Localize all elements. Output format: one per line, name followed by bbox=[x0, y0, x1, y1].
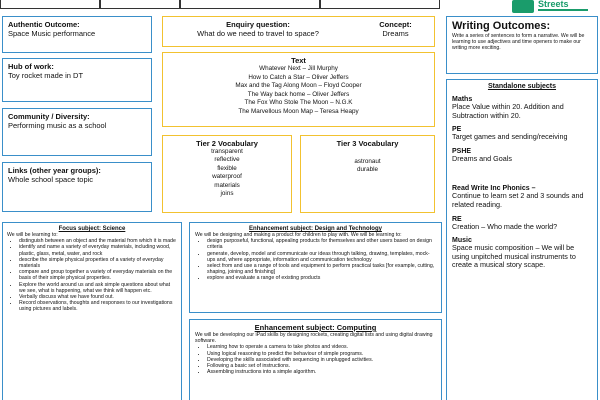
links-value: Whole school space topic bbox=[8, 175, 94, 184]
texts-box bbox=[162, 52, 435, 127]
subject-name: Music bbox=[452, 237, 472, 245]
subject-name: Maths bbox=[452, 96, 473, 103]
subject-phonics bbox=[452, 185, 592, 209]
dt-item: • generate, develop, model and communicate our ideas through talking, drawing, templates, mock-ups and, where appropriate, information and communication technology bbox=[207, 251, 436, 263]
subject-name: Read Write Inc Phonics – bbox=[452, 185, 536, 193]
concept-value: Dreams bbox=[382, 29, 409, 38]
authentic-outcome-value: Space Music performance bbox=[8, 29, 96, 38]
science-box bbox=[2, 222, 182, 400]
science-item: • distinguish between an object and the material from which it is made bbox=[19, 238, 177, 244]
links-box bbox=[2, 162, 152, 212]
tier2-item: transparent bbox=[211, 148, 243, 155]
authentic-outcome-heading: Authentic Outcome: bbox=[8, 20, 80, 29]
science-intro: We will be learning to: bbox=[7, 232, 58, 238]
subject-pshe bbox=[452, 148, 592, 164]
tier3-item: durable bbox=[356, 166, 378, 174]
text-item: The Fox Who Stole The Moon – N.G.K bbox=[244, 99, 353, 107]
logo-text: Streets bbox=[538, 0, 569, 9]
subject-text: Place Value within 20. Addition and Subtraction within 20. bbox=[452, 102, 564, 120]
computing-item: • Following a basic set of instructions. bbox=[207, 363, 436, 369]
subject-text: Creation – Who made the world? bbox=[452, 221, 558, 231]
hub-of-work-value: Toy rocket made in DT bbox=[8, 71, 84, 80]
concept-heading: Concept: bbox=[379, 20, 412, 29]
subject-re bbox=[452, 216, 592, 232]
subject-text: Continue to learn set 2 and 3 sounds and related reading. bbox=[452, 191, 584, 209]
science-item: • Verbally discuss what we have found out. bbox=[19, 294, 177, 300]
community-value: Performing music as a school bbox=[8, 121, 107, 130]
computing-heading: Enhancement subject: Computing bbox=[254, 323, 377, 332]
community-heading: Community / Diversity: bbox=[8, 112, 90, 121]
dt-heading: Enhancement subject: Design and Technology bbox=[249, 226, 382, 232]
authentic-outcome-box bbox=[2, 16, 152, 53]
enquiry-box bbox=[162, 16, 435, 47]
dt-item: • design purposeful, functional, appealing products for themselves and other users based on design criteria bbox=[207, 238, 436, 250]
subject-pe bbox=[452, 126, 592, 142]
tier2-item: waterproof bbox=[212, 173, 242, 181]
logo-icon bbox=[512, 0, 534, 13]
tier2-item: joins bbox=[220, 190, 234, 198]
tier2-item: flexible bbox=[217, 164, 237, 172]
tier3-item: astronaut bbox=[354, 158, 381, 165]
subject-maths bbox=[452, 96, 592, 120]
subject-name: PE bbox=[452, 126, 462, 134]
science-item: • identify and name a variety of everyday materials, including wood, plastic, glass, metal, water, and rock bbox=[19, 244, 177, 256]
subject-name: RE bbox=[452, 215, 462, 223]
top-table-strip bbox=[0, 0, 600, 9]
links-heading: Links (other year groups): bbox=[8, 166, 101, 175]
text-item: The Way back home – Oliver Jeffers bbox=[247, 90, 350, 98]
science-item: • Record observations, thoughts and responses to our investigations using pictures and labels. bbox=[19, 300, 177, 312]
writing-heading: Writing Outcomes: bbox=[452, 20, 551, 32]
hub-of-work-heading: Hub of work: bbox=[8, 62, 54, 71]
writing-text: Write a series of sentences to form a narrative. We will be learning to use adjectives and time openers to make our writing more exciting. bbox=[452, 33, 585, 52]
text-item: The Marvellous Moon Map – Teresa Heapy bbox=[238, 107, 359, 115]
school-logo bbox=[512, 0, 600, 14]
text-item: How to Catch a Star – Oliver Jeffers bbox=[248, 73, 349, 81]
computing-item: • Learning how to operate a camera to take photos and videos. bbox=[207, 344, 436, 350]
texts-heading: Text bbox=[291, 56, 306, 65]
enquiry-value: What do we need to travel to space? bbox=[197, 29, 319, 38]
dt-item: • explore and evaluate a range of existing products bbox=[207, 275, 436, 281]
community-box bbox=[2, 108, 152, 156]
subject-text: Dreams and Goals bbox=[452, 153, 512, 163]
tier3-heading: Tier 3 Vocabulary bbox=[336, 139, 399, 148]
science-item: • Explore the world around us and ask simple questions about what we see, what is happening, what we think will happen etc. bbox=[19, 282, 177, 294]
science-item: • compare and group together a variety of everyday materials on the basis of their simple physical properties. bbox=[19, 269, 177, 281]
text-item: Whatever Next – Jill Murphy bbox=[259, 65, 338, 72]
dt-intro: We will be designing and making a product for children to play with. We will be learning to: bbox=[195, 232, 402, 238]
dt-box bbox=[189, 222, 442, 313]
text-item: Max and the Tag Along Moon – Floyd Cooper bbox=[235, 82, 362, 90]
tier3-box bbox=[300, 135, 435, 213]
enquiry-heading: Enquiry question: bbox=[226, 20, 290, 29]
computing-item: • Using logical reasoning to predict the behaviour of simple programs. bbox=[207, 351, 436, 357]
tier2-heading: Tier 2 Vocabulary bbox=[196, 139, 258, 148]
tier2-item: materials bbox=[214, 181, 240, 189]
computing-item: • Assembling instructions into a simple algorithm. bbox=[207, 369, 436, 375]
science-heading: Focus subject: Science bbox=[58, 226, 126, 232]
subject-text: Target games and sending/receiving bbox=[452, 132, 568, 142]
dt-item: • select from and use a range of tools and equipment to perform practical tasks [for example, cutting, shaping, joining and finishing] bbox=[207, 263, 436, 275]
tier2-box bbox=[162, 135, 292, 213]
computing-item: • Developing the skills associated with sequencing in unplugged activities. bbox=[207, 357, 436, 363]
hub-of-work-box bbox=[2, 58, 152, 102]
standalone-box bbox=[446, 79, 598, 400]
standalone-heading: Standalone subjects bbox=[487, 83, 557, 90]
computing-intro: We will be developing our iPad skills by designing rockets, creating digital lists and using digital drawing software. bbox=[195, 332, 433, 345]
tier2-item: reflective bbox=[214, 156, 240, 164]
writing-outcomes-box bbox=[446, 16, 598, 74]
subject-music bbox=[452, 237, 592, 270]
computing-box bbox=[189, 319, 442, 400]
subject-text: Space music composition – We will be using unpitched musical instruments to create a musical story scape. bbox=[452, 243, 576, 270]
science-item: • describe the simple physical properties of a variety of everyday materials bbox=[19, 257, 177, 269]
subject-name: PSHE bbox=[452, 147, 472, 155]
